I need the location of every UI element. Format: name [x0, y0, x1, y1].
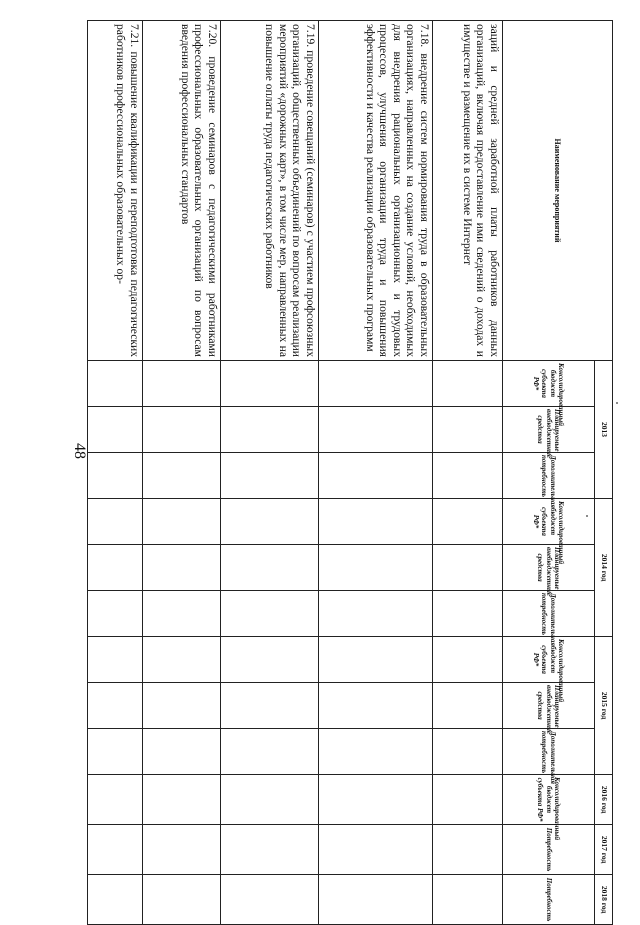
- subheader-2017-need: Потребность: [503, 825, 595, 875]
- measures-name-header: Наименование мероприятий: [503, 21, 613, 361]
- rotated-table-area: [88, 20, 613, 922]
- year-2016-header: 2016 год: [595, 775, 613, 825]
- table-row: [143, 21, 221, 925]
- subheader-2013-additional: Дополнительная потребность: [503, 453, 595, 499]
- subheader-2014-consolidated: Консолидированный бюджет субъекта РФ*: [503, 499, 595, 545]
- measure-7-18: 7.18. внедрение систем нормирования труда в образовательных организациях, направленных на создание условий, необходимых для внедрения рациональных организационных и трудовых процессов, улучшения организации труда и повышения эффективности и качества реализации образовательных программ: [319, 21, 433, 361]
- table-row: [319, 21, 433, 925]
- subheader-2014-additional: Дополнительная потребность: [503, 591, 595, 637]
- scan-speck: [586, 515, 588, 517]
- year-2014-header: 2014 год: [595, 499, 613, 637]
- subheader-2018-need: Потребность: [503, 875, 595, 925]
- year-header-row: [595, 21, 613, 925]
- year-2015-header: 2015 год: [595, 637, 613, 775]
- table-row: [88, 21, 143, 925]
- subheader-2014-planned: Планируемые внебюджетные средства: [503, 545, 595, 591]
- measure-7-19: 7.19. проведение совещаний (семинаров) с участием профсоюзных организаций, общественных объединений по вопросам реализации мероприятий «дорожных карт», в том числе мер, направленных на повышение оплаты труда педагогических работников: [221, 21, 319, 361]
- subheader-2015-planned: Планируемые внебюджетные средства: [503, 683, 595, 729]
- table-row: [221, 21, 319, 925]
- measure-7-20: 7.20. проведение семинаров с педагогическими работниками профессиональных образовательных организаций по вопросам введения профессиональных стандартов: [143, 21, 221, 361]
- measures-table-sheet: [88, 20, 613, 922]
- subheader-2015-additional: Дополнительная потребность: [503, 729, 595, 775]
- scan-speck: [616, 402, 618, 404]
- table-row: [433, 21, 503, 925]
- subheader-2013-consolidated: Консолидированный бюджет субъекта РФ*: [503, 361, 595, 407]
- subheader-2013-planned: Планируемые внебюджетные средства: [503, 407, 595, 453]
- measure-text-continued: заций и средней заработной платы работников данных организаций, включая предоставление ими сведений о доходах и имуществе и размещение их в системе Интернет: [433, 21, 503, 361]
- measure-7-21: 7.21. повышение квалификации и переподготовка педагогических работников профессиональных образовательных ор-: [88, 21, 143, 361]
- year-2013-header: 2013: [595, 361, 613, 499]
- year-2018-header: 2018 год: [595, 875, 613, 925]
- page-number: 48: [71, 443, 88, 459]
- subheader-2015-consolidated: Консолидированный бюджет субъекта РФ*: [503, 637, 595, 683]
- subheader-2016-consolidated: Консолидированный бюджет субъекта РФ*: [503, 775, 595, 825]
- year-2017-header: 2017 год: [595, 825, 613, 875]
- measures-table: [87, 20, 613, 925]
